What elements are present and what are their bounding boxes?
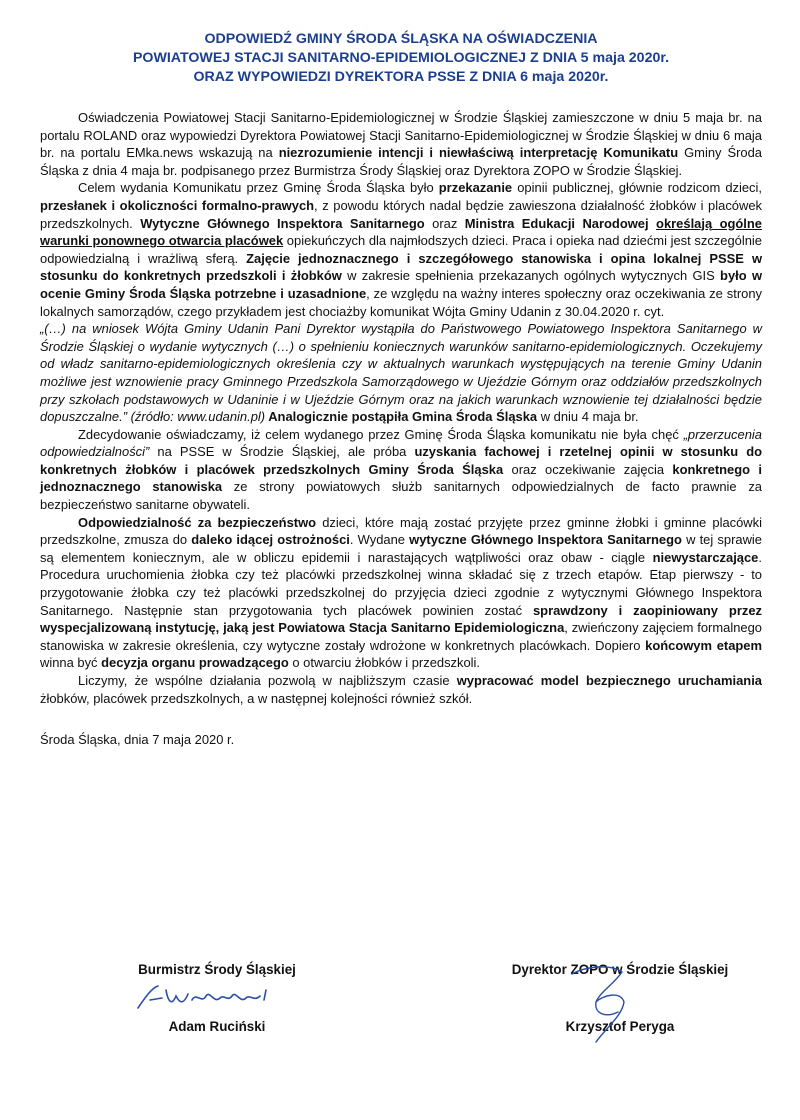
signature-mayor-role: Burmistrz Środy Śląskiej [138, 962, 296, 977]
handwritten-signature-director [566, 958, 636, 1048]
title-line-3: ORAZ WYPOWIEDZI DYREKTORA PSSE Z DNIA 6 maja 2020r. [193, 69, 609, 85]
paragraph-2: Celem wydania Komunikatu przez Gminę Środa Śląska było przekazanie opinii publicznej, głównie rodzicom dzieci, przesłanek i okoliczności formalno-prawych, z powodu których nadal będzie zawieszona działalność żłobków i placówek przedszkolnych. Wytyczne Głównego Inspektora Sanitarnego oraz Ministra Edukacji Narodowej określają ogólne warunki ponownego otwarcia placówek opiekuńczych dla najmłodszych dzieci. Praca i opieka nad dziećmi jest szczególnie odpowiedzialną i wrażliwą sferą. Zajęcie jednoznacznego i szczegółowego stanowiska i opina lokalnej PSSE w stosunku do konkretnych przedszkoli i żłobków w zakresie spełnienia przekazanych ogólnych wytycznych GIS było w ocenie Gminy Środa Śląska potrzebne i uzasadnione, ze względu na ważny interes społeczny oraz oczekiwania ze strony lokalnych samorządów, czego przykładem jest chociażby komunikat Wójta Gminy Udanin z 30.04.2020 r. cyt. [40, 180, 763, 319]
paragraph-5: Liczymy, że wspólne działania pozwolą w najbliższym czasie wypracować model bezpiecznego uruchamiania żłobków, placówek przedszkolnych, a w następnej kolejności również szkół. [40, 673, 762, 706]
signatures-block [0, 962, 800, 1072]
title-line-1: ODPOWIEDŹ GMINY ŚRODA ŚLĄSKA NA OŚWIADCZENIA [204, 31, 598, 47]
quotation-udanin: „(…) na wniosek Wójta Gminy Udanin Pani Dyrektor wystąpiła do Państwowego Powiatowego Inspektora Sanitarnego w Środzie Śląskiej o wydanie wytycznych (…) o spełnieniu koniecznych warunków sanitarno-epidemiologicznych. Oczekujemy od władz sanitarno-epidemiologicznych określenia czy w aktualnych warunkach występujących na terenie Gminy Udanin możliwe jest wznowienie pracy Gminnego Przedszkola Samorządowego w Ujeździe Górnym oraz oddziałów przedszkolnych przy szkołach podstawowych w Udaninie i w Ujeździe Górnym oraz na jakich warunkach wznowienie tej działalności będzie dopuszczalne.” (źródło: www.udanin.pl) Analogicznie postąpiła Gmina Środa Śląska w dniu 4 maja br. [40, 321, 762, 425]
document-body [40, 109, 762, 707]
document-title [40, 30, 762, 87]
signature-director-name: Krzysztof Peryga [565, 1019, 675, 1034]
paragraph-3: Zdecydowanie oświadczamy, iż celem wydanego przez Gminę Środa Śląska komunikatu nie była chęć „przerzucenia odpowiedzialności” na PSSE w Środzie Śląskiej, ale próba uzyskania fachowej i rzetelnej opinii w stosunku do konkretnych żłobków i placówek przedszkolnych Gminy Środa Śląska oraz oczekiwanie zajęcia konkretnego i jednoznacznego stanowiska ze strony powiatowych służb sanitarnych odpowiedzialnych de facto prawnie za bezpieczeństwo sanitarne obywateli. [40, 426, 763, 513]
signature-director-role: Dyrektor ZOPO w Środzie Śląskiej [511, 962, 729, 977]
title-line-2: POWIATOWEJ STACJI SANITARNO-EPIDEMIOLOGICZNEJ Z DNIA 5 maja 2020r. [132, 50, 670, 66]
paragraph-1: Oświadczenia Powiatowej Stacji Sanitarno-Epidemiologicznej w Środzie Śląskiej zamieszczone w dniu 5 maja br. na portalu ROLAND oraz wypowiedzi Dyrektora Powiatowej Stacji Sanitarno-Epidemiologicznej w Środzie Śląskiej w dniu 6 maja br. na portalu EMka.news wskazują na niezrozumienie intencji i niewłaściwą interpretację Komunikatu Gminy Środa Śląska z dnia 4 maja br. podpisanego przez Burmistrza Środy Śląskiej oraz Dyrektora ZOPO w Środzie Śląskiej. [40, 110, 762, 178]
signature-director [470, 962, 770, 1034]
handwritten-signature-mayor [132, 978, 282, 1018]
place-and-date: Środa Śląska, dnia 7 maja 2020 r. [40, 732, 235, 748]
signature-mayor-name: Adam Ruciński [168, 1019, 266, 1034]
paragraph-4: Odpowiedzialność za bezpieczeństwo dzieci, które mają zostać przyjęte przez gminne żłobki i gminne placówki przedszkolne, zmusza do daleko idącej ostrożności. Wydane wytyczne Głównego Inspektora Sanitarnego w tej sprawie są elementem koniecznym, ale w obliczu epidemii i narastających wątpliwości oraz obaw - ciągle niewystarczające. Procedura uruchomienia żłobka czy też placówki przedszkolnej winna składać się z trzech etapów. Etap pierwszy - to przygotowanie żłobka czy też placówki przedszkolnej do przyjęcia dzieci zgodnie z wytycznymi Głównego Inspektora Sanitarnego. Następnie stan przygotowania tych placówek powinien zostać sprawdzony i zaopiniowany przez wyspecjalizowaną instytucję, jaką jest Powiatowa Stacja Sanitarno Epidemiologiczna, zwieńczony zajęciem formalnego stanowiska w zakresie określenia, czy wytyczne zostały wdrożone w konkretnych placówkach. Dopiero końcowym etapem winna być decyzja organu prowadzącego o otwarciu żłobków i przedszkoli. [40, 514, 762, 671]
signature-mayor [102, 962, 332, 1034]
